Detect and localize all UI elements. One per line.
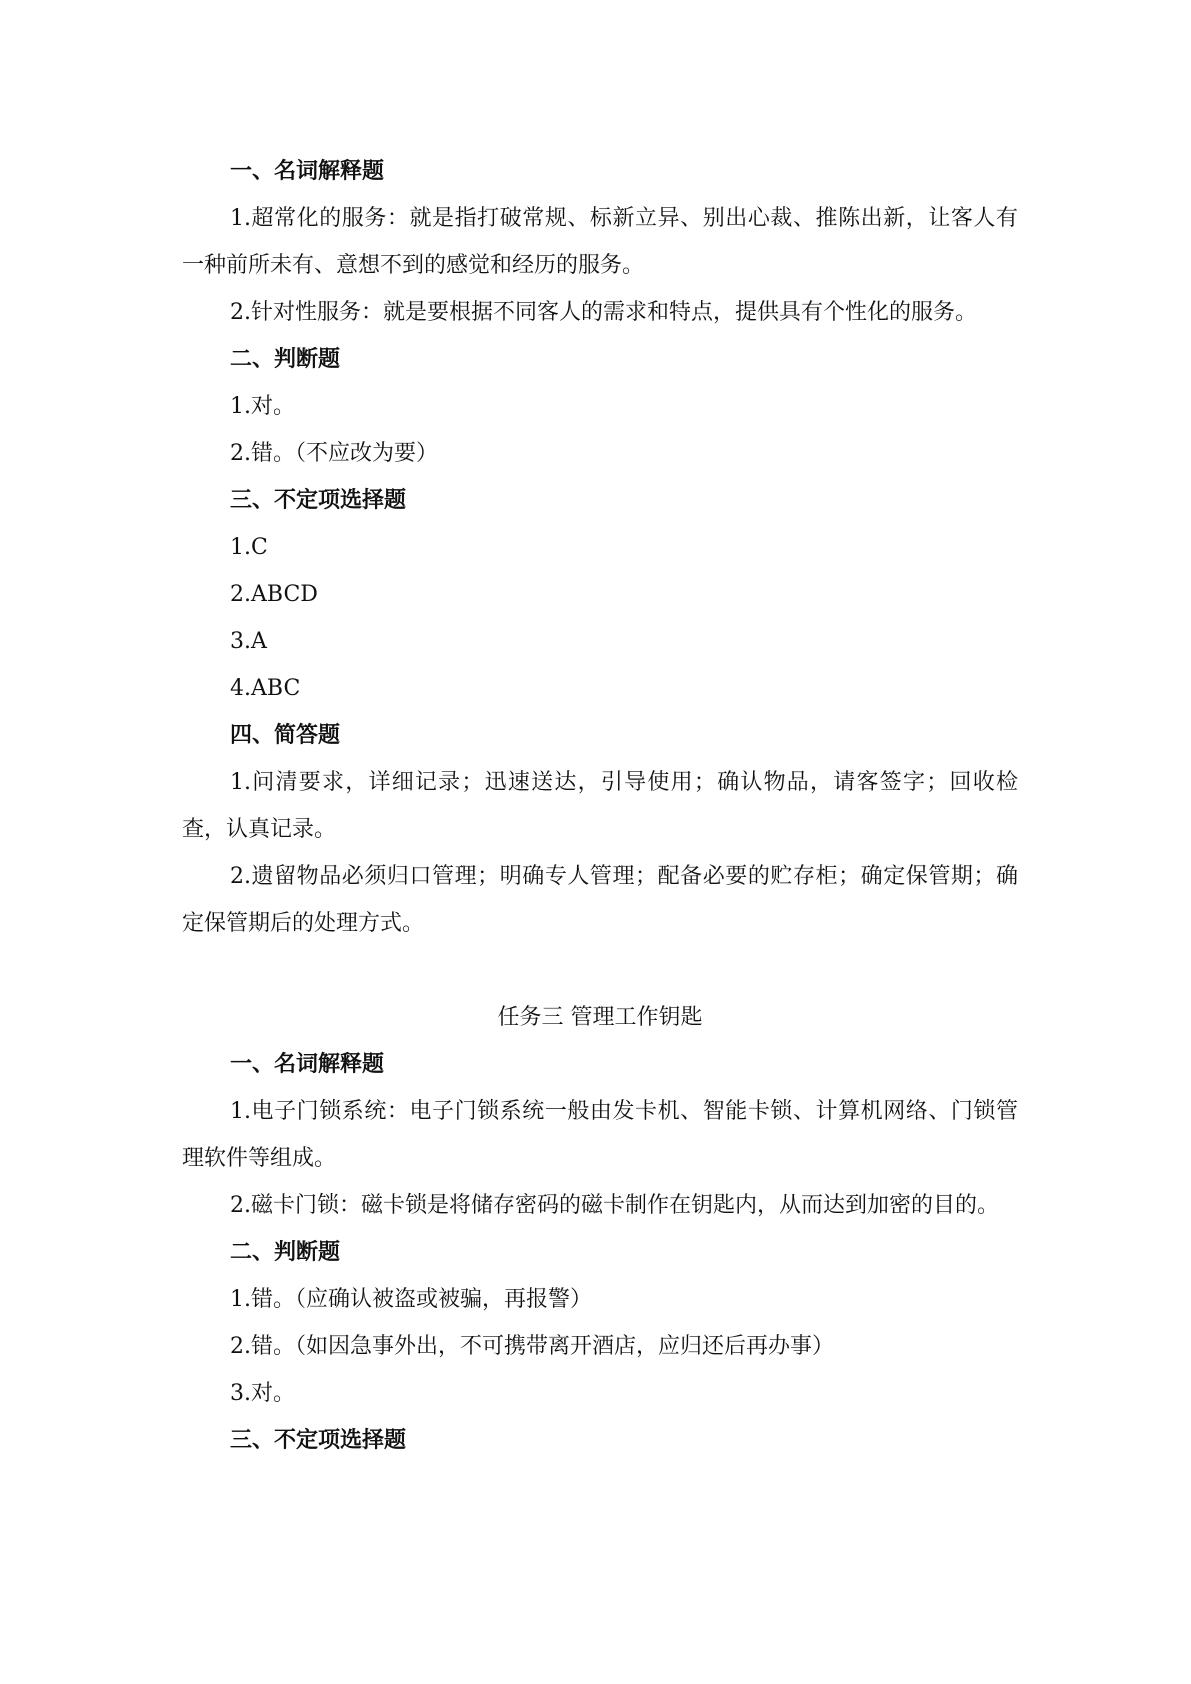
section-heading-multiple-choice: 三、不定项选择题 (230, 488, 407, 513)
section-heading-definitions: 一、名词解释题 (230, 159, 385, 184)
task-title: 任务三 管理工作钥匙 (497, 1005, 703, 1030)
answer-item: 2.错。（不应改为要） (230, 441, 438, 466)
answer-item: 2.错。（如因急事外出，不可携带离开酒店，应归还后再办事） (230, 1334, 834, 1359)
section-heading-true-false: 二、判断题 (230, 347, 341, 372)
definition-paragraph: 2.针对性服务：就是要根据不同客人的需求和特点，提供具有个性化的服务。 (230, 300, 977, 325)
answer-item: 4.ABC (230, 676, 301, 701)
definition-paragraph: 2.磁卡门锁：磁卡锁是将储存密码的磁卡制作在钥匙内，从而达到加密的目的。 (230, 1193, 999, 1218)
answer-item: 3.对。 (230, 1381, 295, 1406)
answer-item: 1.对。 (230, 394, 295, 419)
answer-item: 3.A (230, 629, 267, 654)
definition-paragraph: 1.电子门锁系统：电子门锁系统一般由发卡机、智能卡锁、计算机网络、门锁管理软件等组成。 (182, 1099, 1018, 1171)
answer-item: 2.ABCD (230, 582, 318, 607)
section-heading-multiple-choice: 三、不定项选择题 (230, 1428, 407, 1453)
answer-item: 1.C (230, 535, 268, 560)
short-answer-paragraph: 1.问清要求，详细记录；迅速送达，引导使用；确认物品，请客签字；回收检查，认真记录。 (182, 770, 1018, 842)
section-heading-true-false: 二、判断题 (230, 1240, 341, 1265)
section-heading-short-answer: 四、简答题 (230, 723, 341, 748)
short-answer-paragraph: 2.遗留物品必须归口管理；明确专人管理；配备必要的贮存柜；确定保管期；确定保管期后的处理方式。 (182, 864, 1018, 936)
section-heading-definitions: 一、名词解释题 (230, 1052, 385, 1077)
document-content (182, 148, 1018, 1464)
spacer (182, 947, 1018, 994)
definition-paragraph: 1.超常化的服务：就是指打破常规、标新立异、别出心裁、推陈出新，让客人有一种前所未有、意想不到的感觉和经历的服务。 (182, 206, 1018, 278)
answer-item: 1.错。（应确认被盗或被骗，再报警） (230, 1287, 592, 1312)
